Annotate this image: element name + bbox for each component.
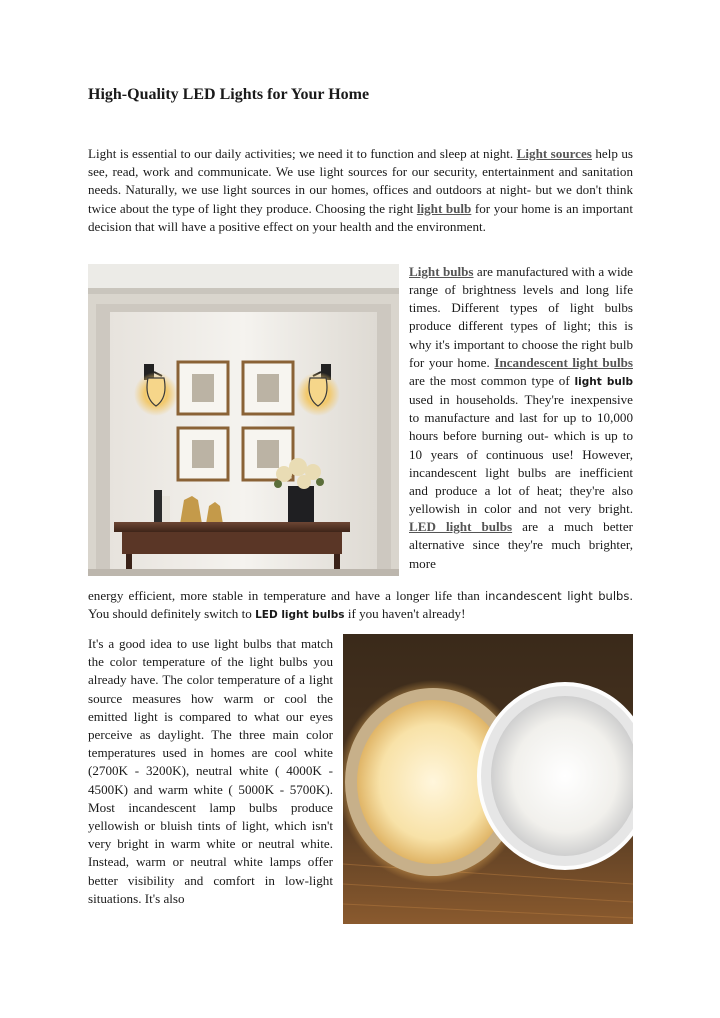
bulbs-paragraph	[409, 263, 633, 573]
light-sources-link[interactable]: Light sources	[516, 146, 592, 161]
room-wall-lamps-photo	[88, 264, 399, 576]
bulbs-text-4: are a much better alternative since they're much brighter, more	[409, 519, 633, 571]
light-bulb-term: light bulb	[574, 375, 633, 388]
light-bulb-link[interactable]: light bulb	[416, 200, 472, 216]
bulbs-text-3: used in households. They're inexpensive to manufacture and last for up to 10,000 hours before burning out- which is up to 10 years of continuous use! However, incandescent light bulbs are inefficient and produce a lot of heat; they're also yellowish in color and not very bright.	[409, 392, 633, 517]
light-bulbs-link[interactable]: Light bulbs	[409, 264, 474, 279]
intro-text-2: help us see, read, work and communicate. We use light sources for our security, entertainment and sanitation needs. Naturally, we use light sources in our homes, offices and outdoors at night- but we don't think twice about the type of light they produce. Choosing the right	[88, 146, 633, 216]
led-bulbs-term: LED light bulbs	[255, 609, 345, 622]
led-panel-lights-photo	[343, 634, 633, 924]
intro-paragraph	[88, 145, 633, 236]
bulbs-text-2: are the most common type of	[409, 372, 575, 388]
switch-line-1	[88, 587, 633, 605]
led-light-bulbs-link[interactable]: LED light bulbs	[409, 519, 513, 535]
incandescent-link[interactable]: Incandescent light bulbs	[494, 354, 633, 370]
color-temperature-paragraph: It's a good idea to use light bulbs that match the color temperature of the light bulbs you already have. The color temperature of a light source measures how warm or cool the emitted light is compared to what our eyes perceive as daylight. The three main color temperatures used in homes are cool white (2700K - 3200K), neutral white ( 4000K - 4500K) and warm white ( 5000K - 5700K). Most incandescent lamp bulbs produce yellowish or bluish tints of light, which isn't very bright in warm white or neutral white. Instead, warm or neutral white lamps offer better visibility and comfort in low-light situations. It's also	[88, 636, 333, 906]
page-title: High-Quality LED Lights for Your Home	[88, 86, 370, 103]
switch-text-1: energy efficient, more stable in temperature and have a longer life than	[88, 588, 485, 603]
incandescent-term: incandescent light bulbs.	[484, 589, 633, 603]
bulbs-text-1: are manufactured with a wide range of brightness levels and long life times. Different types of light bulbs produce different types of light; this is why it's important to choose the right bulb for your home.	[409, 264, 633, 370]
switch-text-2: You should definitely switch to	[88, 606, 256, 622]
switch-paragraph	[88, 587, 633, 624]
intro-text-3: for your home is an important decision that will have a positive effect on your health and the environment.	[88, 200, 633, 234]
switch-text-3: if you haven't already!	[344, 606, 466, 622]
intro-text-1: Light is essential to our daily activities; we need it to function and sleep at night.	[88, 146, 517, 161]
